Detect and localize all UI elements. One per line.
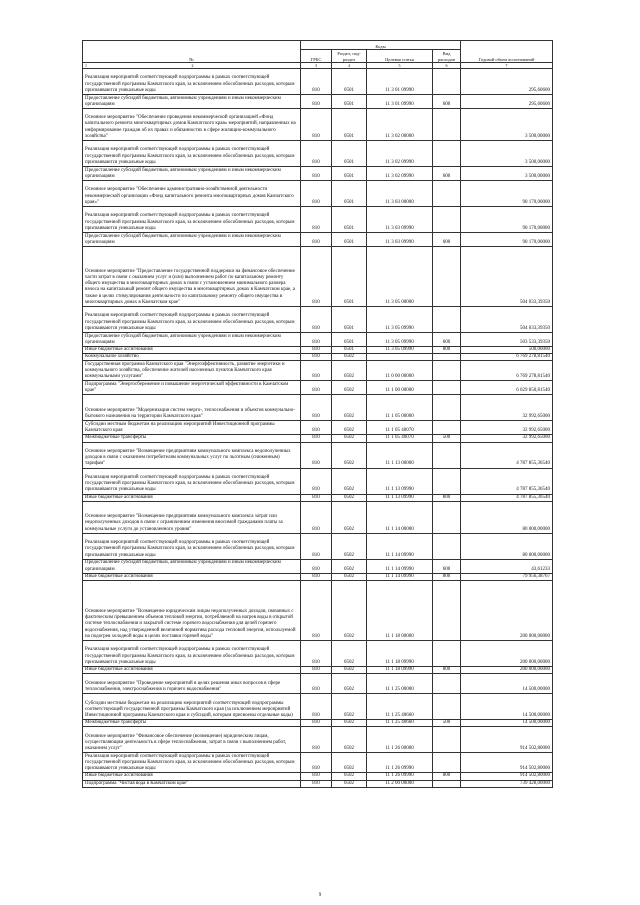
table-row: [83, 354, 553, 361]
header-name: №: [83, 41, 301, 63]
row-name: Реализация мероприятий соответствующей подпрограммы в рамках соответствующей государственной программы Камчатского края, за исключением обособленных расходов, которым присваиваются уникальные коды: [83, 141, 301, 167]
row-rz: 0502: [332, 381, 367, 395]
header-num-7: 7: [461, 63, 553, 69]
row-name: Коммунальное хозяйство: [83, 354, 301, 361]
table-row: [83, 233, 553, 247]
row-vr: [433, 354, 461, 361]
header-vr: Вид расходов: [433, 50, 461, 63]
row-sum: 739 428,00000: [461, 780, 553, 787]
header-num-4: 4: [332, 63, 367, 69]
row-cs: 11 1 18 09990: [367, 641, 433, 667]
row-vr: [433, 501, 461, 533]
page-number: 9: [318, 893, 322, 898]
row-sum: 14 500,00000: [461, 674, 553, 694]
row-grbs: 810: [301, 667, 332, 674]
row-vr: [433, 247, 461, 307]
row-grbs: 810: [301, 395, 332, 421]
row-name: Предоставление субсидий бюджетным, автономным учреждениям и иным некоммерческим организациям: [83, 559, 301, 573]
row-sum: 80 000,00000: [461, 501, 553, 533]
row-sum: 79 956,38767: [461, 573, 553, 580]
row-grbs: 810: [301, 780, 332, 787]
row-rz: 0502: [332, 727, 367, 753]
row-grbs: 810: [301, 361, 332, 381]
row-rz: 0501: [332, 307, 367, 333]
row-grbs: 810: [301, 533, 332, 559]
row-name: Основное мероприятие "Возмещение предприятиям коммунального комплекса затрат или недополученных доходов в связи с ограничением изменения вносимой гражданами платы за коммунальные услуги до установленного уровня": [83, 501, 301, 533]
row-grbs: 810: [301, 501, 332, 533]
row-rz: 0502: [332, 421, 367, 435]
row-cs: 11 3 03 00000: [367, 181, 433, 207]
row-grbs: 810: [301, 753, 332, 773]
row-rz: 0502: [332, 581, 367, 641]
row-sum: 3 500,00000: [461, 141, 553, 167]
row-grbs: 810: [301, 109, 332, 141]
row-vr: [433, 468, 461, 494]
row-cs: 11 1 00 00000: [367, 381, 433, 395]
row-name: Межбюджетные трансферты: [83, 720, 301, 727]
row-vr: 600: [433, 559, 461, 573]
row-cs: 11 1 14 09990: [367, 559, 433, 573]
row-rz: 0502: [332, 435, 367, 442]
row-rz: 0502: [332, 501, 367, 533]
row-grbs: 810: [301, 720, 332, 727]
row-sum: 43,61233: [461, 559, 553, 573]
row-vr: [433, 109, 461, 141]
table-row: [83, 573, 553, 580]
row-name: Основное мероприятие "Модернизация систем энерго-, теплоснабжения и объектов коммунально-бытового назначения на территории Камчатского края": [83, 395, 301, 421]
row-rz: 0502: [332, 442, 367, 468]
row-sum: 32 992,65000: [461, 421, 553, 435]
row-name: Основное мероприятие "Возмещение юридическим лицам недополученных доходов, связанных с фактическим превышением объемов тепловой энергии, потребляемой на нагрев воды в открытой системе теплоснабжения и закрытой системе горячего водоснабжения для целей горячего водоснабжения, над утвержденной величиной норматива расхода тепловой энергии, используемой на подогрев холодной воды в целях поставки горячей воды": [83, 581, 301, 641]
row-name: Субсидии местным бюджетам на реализацию мероприятий Инвестиционной программы Камчатского края: [83, 421, 301, 435]
row-grbs: 810: [301, 468, 332, 494]
row-sum: 200 000,00000: [461, 581, 553, 641]
row-name: Реализация мероприятий соответствующей подпрограммы в рамках соответствующей государственной программы Камчатского края, за исключением обособленных расходов, которым присваиваются уникальные коды: [83, 533, 301, 559]
row-name: Основное мероприятие "Предоставление государственной поддержки на финансовое обеспечение части затрат в связи с оказанием услуг и (или) выполнением работ по капитальному ремонту общего имущества в многоквартирных домах в связи с установлением минимального размера взноса на капитальный ремонт общего имущества в многоквартирных домах в Камчатском крае, а также в целях стимулирования деятельности по капитальному ремонту общего имущества в многоквартирных домах в Камчатском крае": [83, 247, 301, 307]
row-name: Подпрограмма "Энергосбережение и повышение энергетической эффективности в Камчатском крае": [83, 381, 301, 395]
table-row: [83, 494, 553, 501]
row-sum: 914 502,80000: [461, 727, 553, 753]
row-name: Реализация мероприятий соответствующей подпрограммы в рамках соответствующей государственной программы Камчатского края, за исключением обособленных расходов, которым присваиваются уникальные коды: [83, 69, 301, 95]
budget-table: [82, 40, 553, 788]
row-vr: [433, 307, 461, 333]
row-cs: 11 1 05 00000: [367, 395, 433, 421]
row-rz: 0502: [332, 674, 367, 694]
table-row: [83, 641, 553, 667]
row-name: Государственная программа Камчатского края "Энергоэффективность, развитие энергетики и коммунального хозяйства, обеспечение жителей населенных пунктов Камчатского края коммунальными услугами": [83, 361, 301, 381]
row-rz: 0501: [332, 69, 367, 95]
table-row: [83, 361, 553, 381]
row-name: Предоставление субсидий бюджетным, автономным учреждениям и иным некоммерческим организациям: [83, 95, 301, 109]
row-sum: 3 500,00000: [461, 167, 553, 181]
row-rz: 0501: [332, 167, 367, 181]
row-vr: [433, 727, 461, 753]
row-grbs: 810: [301, 573, 332, 580]
row-cs: 11 3 02 00000: [367, 109, 433, 141]
row-sum: 295,60600: [461, 95, 553, 109]
row-vr: [433, 780, 461, 787]
row-cs: 11 3 05 09990: [367, 347, 433, 354]
table-row: [83, 167, 553, 181]
row-name: Иные бюджетные ассигнования: [83, 494, 301, 501]
row-name: Иные бюджетные ассигнования: [83, 347, 301, 354]
row-cs: 11 2 00 00000: [367, 780, 433, 787]
row-rz: 0501: [332, 347, 367, 354]
header-num-5: 5: [367, 63, 433, 69]
row-cs: 11 1 18 00000: [367, 581, 433, 641]
row-vr: 800: [433, 347, 461, 354]
row-cs: 11 1 26 00000: [367, 727, 433, 753]
table-row: [83, 247, 553, 307]
table-row: [83, 307, 553, 333]
row-name: Реализация мероприятий соответствующей подпрограммы в рамках соответствующей государственной программы Камчатского края, за исключением обособленных расходов, которым присваиваются уникальные коды: [83, 753, 301, 773]
row-vr: [433, 674, 461, 694]
row-vr: 600: [433, 95, 461, 109]
table-row: [83, 421, 553, 435]
header-rz: Раздел, под-раздел: [332, 50, 367, 63]
row-grbs: 810: [301, 181, 332, 207]
row-rz: 0502: [332, 361, 367, 381]
header-grbs: ГРБС: [301, 50, 332, 63]
row-sum: 504 033,39350: [461, 247, 553, 307]
table-row: [83, 207, 553, 233]
row-cs: 11 1 13 09990: [367, 468, 433, 494]
row-vr: [433, 694, 461, 720]
row-vr: 500: [433, 435, 461, 442]
table-row: [83, 581, 553, 641]
row-vr: 800: [433, 494, 461, 501]
row-sum: 914 502,80000: [461, 773, 553, 780]
table-row: [83, 720, 553, 727]
row-sum: 6 029 850,81540: [461, 381, 553, 395]
row-cs: 11 1 25 00000: [367, 674, 433, 694]
row-vr: [433, 641, 461, 667]
table-row: [83, 559, 553, 573]
row-cs: 11 1 26 09990: [367, 773, 433, 780]
table-row: [83, 727, 553, 753]
row-sum: 3 500,00000: [461, 109, 553, 141]
row-grbs: 810: [301, 381, 332, 395]
table-row: [83, 533, 553, 559]
row-rz: 0501: [332, 247, 367, 307]
row-rz: 0501: [332, 181, 367, 207]
table-row: [83, 753, 553, 773]
table-row: [83, 347, 553, 354]
row-grbs: 810: [301, 95, 332, 109]
row-grbs: 810: [301, 421, 332, 435]
row-sum: 500,00000: [461, 347, 553, 354]
row-cs: 11 3 02 09990: [367, 141, 433, 167]
row-grbs: 810: [301, 207, 332, 233]
row-cs: 11 1 14 00000: [367, 501, 433, 533]
row-vr: 500: [433, 720, 461, 727]
row-vr: 600: [433, 233, 461, 247]
row-cs: 11 1 14 09990: [367, 533, 433, 559]
header-num-6: 6: [433, 63, 461, 69]
row-vr: 600: [433, 167, 461, 181]
row-sum: 200 000,00000: [461, 641, 553, 667]
row-rz: 0502: [332, 395, 367, 421]
row-rz: 0502: [332, 773, 367, 780]
row-name: Реализация мероприятий соответствующей подпрограммы в рамках соответствующей государственной программы Камчатского края, за исключением обособленных расходов, которым присваиваются уникальные коды: [83, 468, 301, 494]
row-name: Межбюджетные трансферты: [83, 435, 301, 442]
table-row: [83, 501, 553, 533]
row-grbs: 810: [301, 773, 332, 780]
header-num-1: 1 2: [83, 63, 301, 69]
budget-rows: [83, 69, 553, 788]
row-vr: 800: [433, 773, 461, 780]
row-rz: 0501: [332, 207, 367, 233]
table-row: [83, 435, 553, 442]
row-grbs: 810: [301, 494, 332, 501]
row-name: Предоставление субсидий бюджетным, автономным учреждениям и иным некоммерческим организациям: [83, 233, 301, 247]
table-row: [83, 333, 553, 347]
row-cs: [367, 354, 433, 361]
row-vr: [433, 207, 461, 233]
row-vr: [433, 442, 461, 468]
row-vr: 800: [433, 667, 461, 674]
row-name: Субсидии местным бюджетам на реализацию мероприятий соответствующей подпрограммы соответствующей государственной программы Камчатского края (за исключением мероприятий Инвестиционной программы Камчатского края и субсидий, которым присвоены отдельные коды): [83, 694, 301, 720]
row-rz: 0502: [332, 720, 367, 727]
row-rz: 0501: [332, 233, 367, 247]
table-row: [83, 109, 553, 141]
row-name: Подпрограмма "Чистая вода в Камчатском крае": [83, 780, 301, 787]
row-grbs: 810: [301, 347, 332, 354]
row-name: Основное мероприятие "Финансовое обеспечение (возмещение) юридическим лицам, осуществляющим деятельность в сфере теплоснабжения, затрат в связи с выполнением работ, оказанием услуг": [83, 727, 301, 753]
row-grbs: 810: [301, 233, 332, 247]
header-sum: Годовой объем ассигнований: [461, 41, 553, 63]
row-sum: 4 787 855,36540: [461, 494, 553, 501]
row-sum: 4 787 855,36540: [461, 468, 553, 494]
row-cs: 11 1 25 40660: [367, 694, 433, 720]
table-row: [83, 141, 553, 167]
row-name: Реализация мероприятий соответствующей подпрограммы в рамках соответствующей государственной программы Камчатского края, за исключением обособленных расходов, которым присваиваются уникальные коды: [83, 207, 301, 233]
row-cs: 11 1 13 09990: [367, 494, 433, 501]
table-row: [83, 780, 553, 787]
row-vr: [433, 753, 461, 773]
row-vr: [433, 421, 461, 435]
row-name: Иные бюджетные ассигнования: [83, 573, 301, 580]
row-name: Основное мероприятие "Проведение мероприятий в целях решения иных вопросов в сфере теплоснабжения, электроснабжения и горячего водоснабжения": [83, 674, 301, 694]
row-sum: 200 000,00000: [461, 667, 553, 674]
row-cs: 11 1 14 09990: [367, 573, 433, 580]
row-sum: 504 033,39350: [461, 307, 553, 333]
row-cs: 11 3 01 09990: [367, 95, 433, 109]
table-row: [83, 95, 553, 109]
row-name: Предоставление субсидий бюджетным, автономным учреждениям и иным некоммерческим организациям: [83, 167, 301, 181]
row-cs: 11 1 25 40660: [367, 720, 433, 727]
row-rz: 0502: [332, 354, 367, 361]
row-cs: 11 3 05 09990: [367, 333, 433, 347]
table-row: [83, 667, 553, 674]
row-sum: 90 170,00000: [461, 181, 553, 207]
row-cs: 11 1 05 40070: [367, 435, 433, 442]
row-cs: 11 3 03 09990: [367, 233, 433, 247]
table-row: [83, 181, 553, 207]
row-sum: 4 787 855,36540: [461, 442, 553, 468]
row-name: Основное мероприятие "Возмещение предприятиям коммунального комплекса недополученных доходов в связи с оказанием потребителям коммунальных услуг по льготным (сниженным) тарифам": [83, 442, 301, 468]
row-rz: 0502: [332, 494, 367, 501]
row-cs: 11 1 05 40070: [367, 421, 433, 435]
row-name: Иные бюджетные ассигнования: [83, 667, 301, 674]
row-cs: 11 0 00 00000: [367, 361, 433, 381]
row-cs: 11 3 05 09990: [367, 307, 433, 333]
row-rz: 0501: [332, 95, 367, 109]
row-name: Предоставление субсидий бюджетным, автономным учреждениям и иным некоммерческим организациям: [83, 333, 301, 347]
row-sum: 6 769 278,81540: [461, 361, 553, 381]
row-grbs: 810: [301, 307, 332, 333]
row-sum: 90 170,00000: [461, 233, 553, 247]
table-row: [83, 694, 553, 720]
row-name: Реализация мероприятий соответствующей подпрограммы в рамках соответствующей государственной программы Камчатского края, за исключением обособленных расходов, которым присваиваются уникальные коды: [83, 307, 301, 333]
row-sum: 914 502,80000: [461, 753, 553, 773]
row-vr: [433, 581, 461, 641]
row-rz: 0501: [332, 141, 367, 167]
row-name: Основное мероприятие "Обеспечение административно-хозяйственной деятельности некоммерческой организации «Фонд капитального ремонта многоквартирных домов Камчатского края»": [83, 181, 301, 207]
table-row: [83, 674, 553, 694]
row-vr: [433, 69, 461, 95]
header-codes: Коды: [301, 41, 461, 50]
row-grbs: 810: [301, 442, 332, 468]
row-rz: 0502: [332, 667, 367, 674]
row-sum: 80 000,00000: [461, 533, 553, 559]
row-vr: [433, 361, 461, 381]
row-rz: 0501: [332, 333, 367, 347]
row-vr: 800: [433, 573, 461, 580]
table-row: [83, 468, 553, 494]
row-cs: 11 3 02 09990: [367, 167, 433, 181]
row-grbs: 810: [301, 581, 332, 641]
row-grbs: 810: [301, 247, 332, 307]
row-rz: 0502: [332, 753, 367, 773]
header-cs: Целевая статья: [367, 50, 433, 63]
row-sum: 14 500,00000: [461, 694, 553, 720]
row-grbs: 810: [301, 727, 332, 753]
row-sum: 32 992,65000: [461, 395, 553, 421]
row-name: Иные бюджетные ассигнования: [83, 773, 301, 780]
row-sum: 6 769 278,81540: [461, 354, 553, 361]
row-name: Основное мероприятие "Обеспечение проведения некоммерческой организацией «Фонд капитального ремонта многоквартирных домов Камчатского края» мероприятий, направленных на информирование граждан об их правах и обязанностях в сфере жилищно-коммунального хозяйства": [83, 109, 301, 141]
row-cs: 11 3 03 09990: [367, 207, 433, 233]
row-grbs: 810: [301, 641, 332, 667]
row-name: Реализация мероприятий соответствующей подпрограммы в рамках соответствующей государственной программы Камчатского края, за исключением обособленных расходов, которым присваиваются уникальные коды: [83, 641, 301, 667]
row-sum: 503 533,39350: [461, 333, 553, 347]
table-row: [83, 381, 553, 395]
table-row: [83, 395, 553, 421]
row-sum: 32 992,65000: [461, 435, 553, 442]
row-sum: 295,60600: [461, 69, 553, 95]
row-grbs: 810: [301, 674, 332, 694]
row-vr: [433, 141, 461, 167]
row-cs: 11 3 01 09990: [367, 69, 433, 95]
header-num-3: 3: [301, 63, 332, 69]
row-sum: 14 500,00000: [461, 720, 553, 727]
row-grbs: 810: [301, 694, 332, 720]
row-grbs: 810: [301, 435, 332, 442]
row-cs: 11 1 18 09990: [367, 667, 433, 674]
row-grbs: 810: [301, 354, 332, 361]
row-rz: 0502: [332, 780, 367, 787]
row-cs: 11 3 05 00000: [367, 247, 433, 307]
table-row: [83, 773, 553, 780]
row-vr: [433, 533, 461, 559]
row-vr: [433, 395, 461, 421]
row-rz: 0502: [332, 468, 367, 494]
row-rz: 0501: [332, 109, 367, 141]
row-vr: [433, 381, 461, 395]
row-sum: 90 170,00000: [461, 207, 553, 233]
row-rz: 0502: [332, 694, 367, 720]
row-grbs: 810: [301, 333, 332, 347]
row-vr: [433, 181, 461, 207]
row-rz: 0502: [332, 641, 367, 667]
table-row: [83, 69, 553, 95]
row-vr: 600: [433, 333, 461, 347]
row-grbs: 810: [301, 167, 332, 181]
row-rz: 0502: [332, 559, 367, 573]
row-grbs: 810: [301, 69, 332, 95]
row-rz: 0502: [332, 533, 367, 559]
table-row: [83, 442, 553, 468]
row-rz: 0502: [332, 573, 367, 580]
row-grbs: 810: [301, 559, 332, 573]
row-cs: 11 1 13 00000: [367, 442, 433, 468]
row-cs: 11 1 26 09990: [367, 753, 433, 773]
row-grbs: 810: [301, 141, 332, 167]
